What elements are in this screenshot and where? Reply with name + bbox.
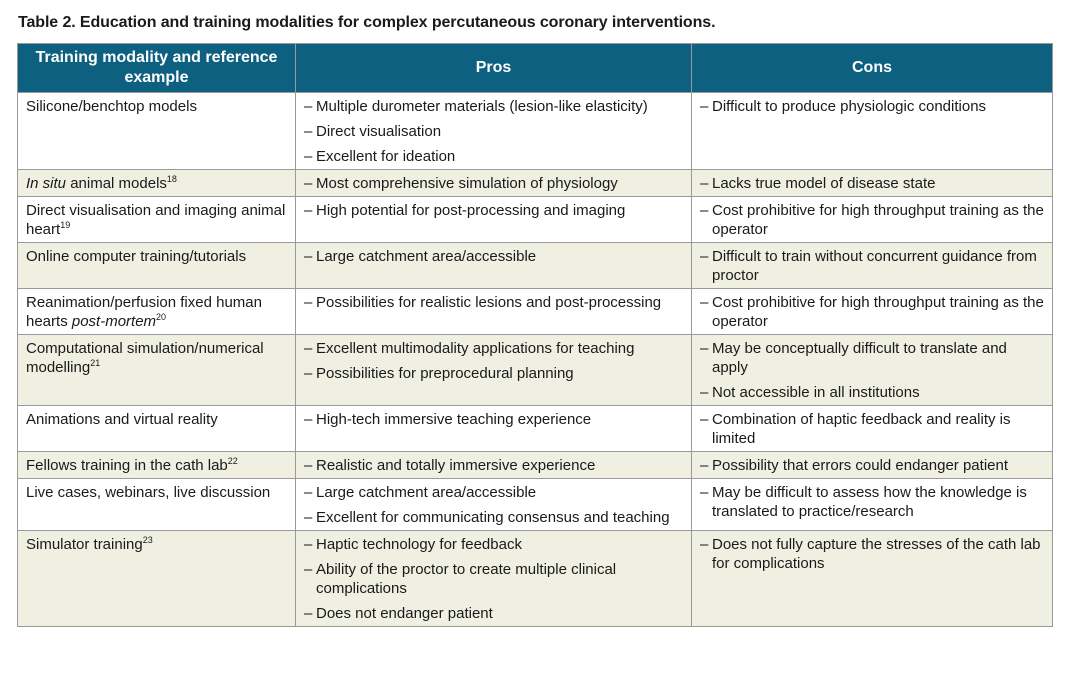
table-row bbox=[18, 479, 1053, 531]
cons-item-text: Cost prohibitive for high throughput training as the operator bbox=[712, 294, 1044, 330]
modality-text: Fellows training in the cath lab bbox=[26, 457, 228, 474]
pros-item bbox=[304, 97, 683, 116]
modality-text: Reanimation/perfusion fixed human hearts bbox=[26, 294, 262, 330]
dash-bullet: – bbox=[700, 294, 709, 311]
pros-cell bbox=[296, 479, 692, 531]
modality-text: Silicone/benchtop models bbox=[26, 98, 197, 115]
modality-italic-text: In situ bbox=[26, 175, 67, 192]
pros-cell bbox=[296, 452, 692, 479]
dash-bullet: – bbox=[304, 411, 313, 428]
dash-bullet: – bbox=[304, 294, 313, 311]
pros-item-text: Does not endanger patient bbox=[316, 605, 493, 622]
dash-bullet: – bbox=[304, 175, 313, 192]
dash-bullet: – bbox=[700, 384, 709, 401]
cons-item-text: Lacks true model of disease state bbox=[712, 175, 936, 192]
dash-bullet: – bbox=[304, 484, 313, 501]
cons-item bbox=[700, 339, 1044, 377]
dash-bullet: – bbox=[304, 536, 313, 553]
table-row bbox=[18, 170, 1053, 197]
pros-item-text: Excellent for ideation bbox=[316, 148, 456, 165]
pros-item bbox=[304, 201, 683, 220]
pros-item bbox=[304, 339, 683, 358]
pros-item bbox=[304, 560, 683, 598]
dash-bullet: – bbox=[304, 248, 313, 265]
pros-item-text: Direct visualisation bbox=[316, 123, 442, 140]
dash-bullet: – bbox=[700, 175, 709, 192]
modality-text: Animations and virtual reality bbox=[26, 411, 218, 428]
cons-cell bbox=[692, 335, 1053, 406]
dash-bullet: – bbox=[304, 457, 313, 474]
pros-item-text: Multiple durometer materials (lesion-like elasticity) bbox=[316, 98, 648, 115]
modality-cell bbox=[18, 243, 296, 289]
modality-text: Online computer training/tutorials bbox=[26, 248, 247, 265]
cons-item bbox=[700, 201, 1044, 239]
pros-cell bbox=[296, 406, 692, 452]
cons-cell bbox=[692, 197, 1053, 243]
cons-item bbox=[700, 456, 1044, 475]
modality-text: Computational simulation/numerical modelling bbox=[26, 340, 264, 376]
pros-item bbox=[304, 410, 683, 429]
header-modality: Training modality and reference example bbox=[18, 44, 296, 93]
header-cons: Cons bbox=[692, 44, 1053, 93]
dash-bullet: – bbox=[304, 123, 313, 140]
modality-cell bbox=[18, 170, 296, 197]
table-row bbox=[18, 289, 1053, 335]
table-body bbox=[18, 93, 1053, 627]
modality-cell bbox=[18, 335, 296, 406]
header-row bbox=[18, 44, 1053, 93]
table-row bbox=[18, 531, 1053, 627]
dash-bullet: – bbox=[700, 248, 709, 265]
pros-item bbox=[304, 293, 683, 312]
pros-item bbox=[304, 174, 683, 193]
cons-cell bbox=[692, 170, 1053, 197]
cons-cell bbox=[692, 531, 1053, 627]
cons-item bbox=[700, 410, 1044, 448]
dash-bullet: – bbox=[304, 202, 313, 219]
pros-item-text: Large catchment area/accessible bbox=[316, 248, 537, 265]
cons-item-text: Possibility that errors could endanger patient bbox=[712, 457, 1009, 474]
dash-bullet: – bbox=[304, 148, 313, 165]
cons-item bbox=[700, 535, 1044, 573]
table-row bbox=[18, 93, 1053, 170]
dash-bullet: – bbox=[304, 98, 313, 115]
cons-item bbox=[700, 383, 1044, 402]
pros-item-text: Most comprehensive simulation of physiology bbox=[316, 175, 618, 192]
pros-item-text: High-tech immersive teaching experience bbox=[316, 411, 592, 428]
modality-cell bbox=[18, 406, 296, 452]
cons-cell bbox=[692, 406, 1053, 452]
modality-text: Simulator training bbox=[26, 536, 143, 553]
dash-bullet: – bbox=[700, 484, 709, 501]
pros-item-text: Excellent for communicating consensus and teaching bbox=[316, 509, 670, 526]
cons-cell bbox=[692, 289, 1053, 335]
table-row bbox=[18, 452, 1053, 479]
pros-item-text: High potential for post-processing and imaging bbox=[316, 202, 626, 219]
modality-cell bbox=[18, 531, 296, 627]
pros-item-text: Possibilities for preprocedural planning bbox=[316, 365, 574, 382]
dash-bullet: – bbox=[700, 411, 709, 428]
reference-superscript: 21 bbox=[90, 358, 101, 368]
dash-bullet: – bbox=[304, 561, 313, 578]
modality-text: animal models bbox=[66, 175, 167, 192]
reference-superscript: 18 bbox=[166, 174, 177, 184]
reference-superscript: 20 bbox=[156, 312, 167, 322]
modality-italic-tail: post-mortem bbox=[71, 313, 157, 330]
cons-item-text: Not accessible in all institutions bbox=[712, 384, 920, 401]
pros-cell bbox=[296, 531, 692, 627]
cons-item-text: Combination of haptic feedback and reality is limited bbox=[712, 411, 1011, 447]
dash-bullet: – bbox=[304, 605, 313, 622]
pros-item bbox=[304, 147, 683, 166]
cons-cell bbox=[692, 243, 1053, 289]
pros-item bbox=[304, 604, 683, 623]
pros-item-text: Large catchment area/accessible bbox=[316, 484, 537, 501]
modalities-table bbox=[17, 43, 1053, 627]
cons-cell bbox=[692, 479, 1053, 531]
modality-cell bbox=[18, 197, 296, 243]
modality-cell bbox=[18, 93, 296, 170]
pros-item bbox=[304, 483, 683, 502]
reference-superscript: 22 bbox=[227, 456, 238, 466]
pros-item bbox=[304, 364, 683, 383]
header-pros: Pros bbox=[296, 44, 692, 93]
cons-item bbox=[700, 174, 1044, 193]
pros-item bbox=[304, 535, 683, 554]
dash-bullet: – bbox=[304, 340, 313, 357]
cons-item-text: May be conceptually difficult to translate and apply bbox=[712, 340, 1007, 376]
reference-superscript: 23 bbox=[142, 535, 153, 545]
pros-cell bbox=[296, 335, 692, 406]
modality-cell bbox=[18, 479, 296, 531]
pros-cell bbox=[296, 93, 692, 170]
pros-cell bbox=[296, 243, 692, 289]
pros-item bbox=[304, 508, 683, 527]
cons-item-text: Does not fully capture the stresses of the cath lab for complications bbox=[712, 536, 1041, 572]
table-row bbox=[18, 335, 1053, 406]
pros-item bbox=[304, 247, 683, 266]
modality-cell bbox=[18, 289, 296, 335]
cons-item-text: Difficult to produce physiologic conditions bbox=[712, 98, 987, 115]
table-row bbox=[18, 197, 1053, 243]
cons-item-text: May be difficult to assess how the knowledge is translated to practice/research bbox=[712, 484, 1027, 520]
modality-cell bbox=[18, 452, 296, 479]
table-row bbox=[18, 243, 1053, 289]
dash-bullet: – bbox=[304, 509, 313, 526]
pros-cell bbox=[296, 197, 692, 243]
cons-item bbox=[700, 97, 1044, 116]
cons-item bbox=[700, 293, 1044, 331]
pros-item-text: Excellent multimodality applications for teaching bbox=[316, 340, 635, 357]
pros-cell bbox=[296, 170, 692, 197]
dash-bullet: – bbox=[700, 202, 709, 219]
dash-bullet: – bbox=[700, 457, 709, 474]
cons-item-text: Cost prohibitive for high throughput training as the operator bbox=[712, 202, 1044, 238]
cons-cell bbox=[692, 452, 1053, 479]
pros-item-text: Possibilities for realistic lesions and post-processing bbox=[316, 294, 662, 311]
cons-item-text: Difficult to train without concurrent guidance from proctor bbox=[712, 248, 1037, 284]
dash-bullet: – bbox=[700, 536, 709, 553]
reference-superscript: 19 bbox=[60, 220, 71, 230]
pros-item-text: Ability of the proctor to create multiple clinical complications bbox=[316, 561, 617, 597]
cons-item bbox=[700, 483, 1044, 521]
dash-bullet: – bbox=[304, 365, 313, 382]
pros-item bbox=[304, 456, 683, 475]
dash-bullet: – bbox=[700, 340, 709, 357]
pros-item-text: Realistic and totally immersive experience bbox=[316, 457, 596, 474]
dash-bullet: – bbox=[700, 98, 709, 115]
pros-item-text: Haptic technology for feedback bbox=[316, 536, 522, 553]
pros-item bbox=[304, 122, 683, 141]
table-caption: Table 2. Education and training modalities for complex percutaneous coronary interventions. bbox=[18, 14, 716, 31]
modality-text: Direct visualisation and imaging animal heart bbox=[26, 202, 286, 238]
table-row bbox=[18, 406, 1053, 452]
cons-cell bbox=[692, 93, 1053, 170]
pros-cell bbox=[296, 289, 692, 335]
cons-item bbox=[700, 247, 1044, 285]
modality-text: Live cases, webinars, live discussion bbox=[26, 484, 271, 501]
